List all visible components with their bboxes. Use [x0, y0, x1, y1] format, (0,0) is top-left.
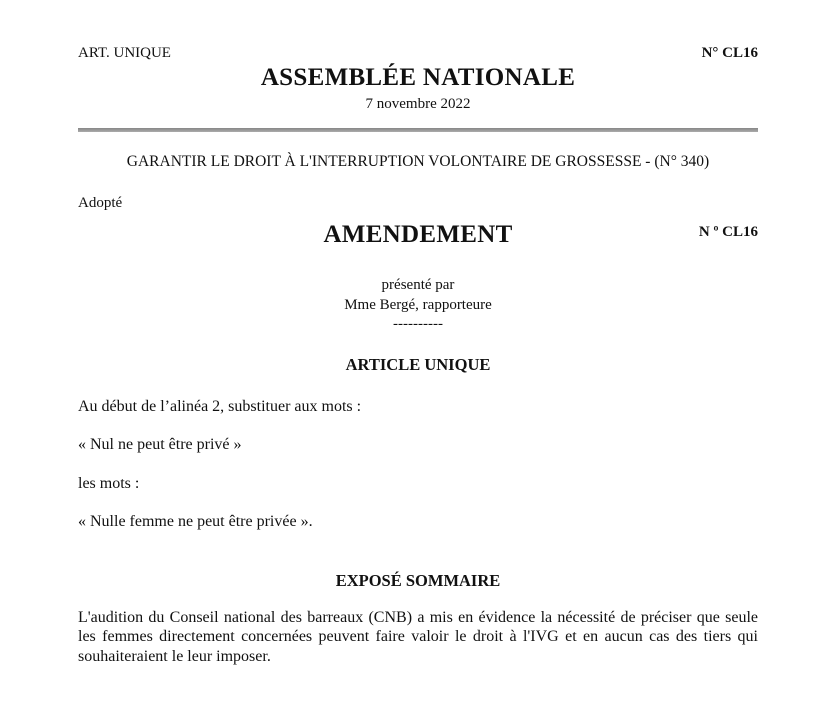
- expose-sommaire-heading: EXPOSÉ SOMMAIRE: [335, 570, 501, 590]
- article-heading: ARTICLE UNIQUE: [345, 354, 491, 374]
- presented-by-label: présenté par: [381, 277, 455, 293]
- assembly-title: ASSEMBLÉE NATIONALE: [260, 64, 576, 91]
- presenter-name: Mme Bergé, rapporteure: [344, 296, 492, 313]
- amendment-number-right: N º CL16: [698, 224, 758, 240]
- expose-sommaire-text: L'audition du Conseil national des barreaux (CNB) a mis en évidence la nécessité de préciser que seule les femmes directement concernées peuvent faire valoir le droit à l'IVG et en aucun cas des tiers qui souhaiteraient le leur imposer.: [78, 608, 758, 665]
- adoption-status: Adopté: [78, 195, 123, 211]
- document-header-row: [78, 45, 758, 61]
- presenter-block: [78, 276, 758, 335]
- header-divider-rule: [78, 128, 758, 132]
- dispositif-line: « Nulle femme ne peut être privée ».: [78, 513, 313, 530]
- article-reference-label: ART. UNIQUE: [78, 45, 171, 61]
- session-date: 7 novembre 2022: [365, 96, 471, 112]
- dashes-separator: ----------: [393, 316, 443, 332]
- dispositif-line: « Nul ne peut être privé »: [78, 436, 242, 453]
- dispositif-line: les mots :: [78, 474, 140, 492]
- amendment-number-top-right: N° CL16: [701, 45, 758, 61]
- amendment-dispositif: [78, 398, 758, 532]
- dispositif-line: Au début de l’alinéa 2, substituer aux mots :: [78, 397, 362, 415]
- amendment-title-row: [78, 222, 758, 248]
- bill-title: GARANTIR LE DROIT À L'INTERRUPTION VOLONTAIRE DE GROSSESSE - (N° 340): [126, 153, 710, 170]
- amendment-title: AMENDEMENT: [323, 221, 513, 248]
